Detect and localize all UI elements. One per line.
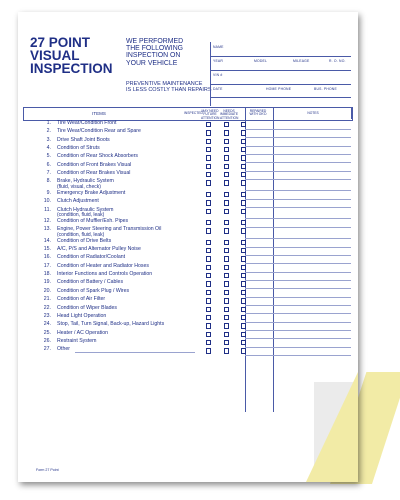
home-phone-field-label: HOME PHONE: [266, 87, 292, 91]
maintenance-slogan: [126, 81, 212, 93]
other-write-in-line[interactable]: [75, 352, 195, 353]
future-attention-checkbox[interactable]: [224, 315, 229, 320]
future-attention-checkbox[interactable]: [224, 130, 229, 135]
inspection-form-sheet: [18, 12, 358, 482]
item-label-text: Restraint System: [57, 337, 97, 344]
item-number: 23.: [43, 312, 51, 319]
immediate-attention-checkbox[interactable]: [241, 340, 246, 345]
item-label-text: Condition of Drive Belts: [57, 237, 112, 244]
future-attention-checkbox[interactable]: [224, 200, 229, 205]
immediate-attention-checkbox[interactable]: [241, 307, 246, 312]
item-label-text: Condition of Radiator/Coolant: [57, 254, 126, 261]
notes-column-header: NOTES: [307, 111, 319, 115]
item-sublabel: (condition, fluid, leak): [57, 231, 105, 238]
item-label: [57, 331, 189, 337]
performed-line: YOUR VEHICLE: [126, 59, 178, 67]
future-attention-checkbox[interactable]: [224, 307, 229, 312]
item-label-text: Condition of Muffler/Exh. Pipes: [57, 217, 129, 224]
item-label-text: Clutch Hydraulic System: [57, 206, 114, 213]
future-attention-checkbox[interactable]: [224, 164, 229, 169]
item-label: [57, 339, 189, 345]
inspected-checkbox[interactable]: [206, 155, 211, 160]
item-label: [57, 179, 189, 190]
future-attention-checkbox[interactable]: [224, 332, 229, 337]
inspected-checkbox[interactable]: [206, 281, 211, 286]
item-number: 1.: [46, 120, 51, 126]
future-attention-checkbox[interactable]: [224, 155, 229, 160]
inspected-checkbox[interactable]: [206, 220, 211, 225]
item-number: 5.: [46, 153, 51, 160]
inspected-checkbox[interactable]: [206, 290, 211, 295]
name-field-line[interactable]: [210, 56, 351, 57]
repaired-column-header: REPAIRED WITH OK'D: [249, 109, 267, 117]
item-label: [57, 247, 189, 253]
future-attention-checkbox[interactable]: [224, 256, 229, 261]
title-line: 27 POINT: [30, 35, 91, 50]
future-attention-checkbox[interactable]: [224, 147, 229, 152]
item-label: [57, 219, 189, 225]
item-number: 12.: [43, 217, 51, 224]
date-field-label: DATE: [213, 87, 223, 91]
item-label: [57, 171, 189, 177]
item-label-text: Condition of Rear Shock Absorbers: [57, 153, 139, 160]
item-number: 8.: [46, 178, 51, 185]
item-number: 6.: [46, 161, 51, 168]
item-number: 3.: [46, 136, 51, 143]
inspected-checkbox[interactable]: [206, 192, 211, 197]
item-label-text: Condition of Battery / Cables: [57, 279, 124, 286]
maintenance-line: PREVENTIVE MAINTENANCE: [126, 81, 203, 87]
inspected-column-header: INSPECTED: [184, 111, 203, 115]
immediate-attention-checkbox[interactable]: [241, 139, 246, 144]
item-number: 2.: [46, 128, 51, 135]
future-attention-checkbox[interactable]: [224, 348, 229, 353]
form-title: [30, 36, 125, 75]
immediate-attention-checkbox[interactable]: [241, 248, 246, 253]
item-label-text: Head Light Operation: [57, 312, 107, 319]
immediate-attention-checkbox[interactable]: [241, 298, 246, 303]
item-number: 20.: [43, 287, 51, 294]
item-label: [57, 297, 189, 303]
ro-number-field-label: R. O. NO.: [329, 59, 346, 63]
item-label: [57, 280, 189, 286]
inspected-checkbox[interactable]: [206, 130, 211, 135]
future-attention-checkbox[interactable]: [224, 248, 229, 253]
notes-line[interactable]: [245, 355, 351, 356]
item-label: [57, 272, 189, 278]
inspected-checkbox[interactable]: [206, 122, 211, 127]
item-label-text: Emergency Brake Adjustment: [57, 189, 126, 196]
title-line: VISUAL: [30, 48, 80, 63]
item-number: 27.: [43, 346, 51, 353]
immediate-attention-checkbox[interactable]: [241, 192, 246, 197]
inspected-checkbox[interactable]: [206, 307, 211, 312]
item-number: 24.: [43, 321, 51, 328]
item-number: 21.: [43, 296, 51, 303]
inspected-checkbox[interactable]: [206, 172, 211, 177]
future-attention-checkbox[interactable]: [224, 298, 229, 303]
performed-line: INSPECTION ON: [126, 52, 181, 60]
vin-field-label: VIN #: [213, 73, 223, 77]
future-attention-checkbox[interactable]: [224, 240, 229, 245]
vin-field-line[interactable]: [210, 84, 351, 85]
immediate-attention-column-header: NEEDS IMMEDIATE ATTENTION: [220, 109, 239, 120]
item-number: 13.: [43, 226, 51, 233]
inspected-checkbox[interactable]: [206, 200, 211, 205]
item-label-text: Brake, Hydraulic System: [57, 178, 114, 185]
immediate-attention-checkbox[interactable]: [241, 348, 246, 353]
inspected-checkbox[interactable]: [206, 256, 211, 261]
inspected-checkbox[interactable]: [206, 228, 211, 233]
item-number: 7.: [46, 170, 51, 177]
item-label-text: Condition of Front Brakes Visual: [57, 161, 132, 168]
item-label-text: Condition of Spark Plug / Wires: [57, 287, 130, 294]
immediate-attention-checkbox[interactable]: [241, 164, 246, 169]
future-attention-checkbox[interactable]: [224, 228, 229, 233]
item-number: 18.: [43, 271, 51, 278]
inspected-checkbox[interactable]: [206, 265, 211, 270]
form-number: Form 27 Point: [36, 468, 59, 472]
item-label: [57, 121, 189, 127]
mileage-field-label: MILEAGE: [293, 59, 310, 63]
immediate-attention-checkbox[interactable]: [241, 273, 246, 278]
item-label-text: Condition of Heater and Radiator Hoses: [57, 262, 149, 269]
inspected-checkbox[interactable]: [206, 323, 211, 328]
item-label-text: Other: [57, 346, 70, 353]
item-number: 16.: [43, 254, 51, 261]
future-attention-checkbox[interactable]: [224, 220, 229, 225]
future-attention-checkbox[interactable]: [224, 340, 229, 345]
item-number: 4.: [46, 145, 51, 152]
item-label-text: Drive Shaft Joint Boots: [57, 136, 110, 143]
future-attention-checkbox[interactable]: [224, 180, 229, 185]
item-number: 9.: [46, 189, 51, 196]
item-label: [57, 154, 189, 160]
item-label-text: Tire Wear/Condition Front: [57, 120, 117, 126]
immediate-attention-checkbox[interactable]: [241, 200, 246, 205]
immediate-attention-checkbox[interactable]: [241, 323, 246, 328]
immediate-attention-checkbox[interactable]: [241, 180, 246, 185]
inspected-checkbox[interactable]: [206, 209, 211, 214]
item-number: 19.: [43, 279, 51, 286]
performed-line: THE FOLLOWING: [126, 45, 184, 53]
immediate-attention-checkbox[interactable]: [241, 172, 246, 177]
item-label-text: Condition of Rear Brakes Visual: [57, 170, 131, 177]
inspected-checkbox[interactable]: [206, 139, 211, 144]
item-number: 11.: [44, 206, 51, 213]
item-number: 22.: [43, 304, 51, 311]
inspected-checkbox[interactable]: [206, 180, 211, 185]
future-attention-checkbox[interactable]: [224, 139, 229, 144]
inspected-checkbox[interactable]: [206, 273, 211, 278]
item-label: [57, 146, 189, 152]
inspected-checkbox[interactable]: [206, 147, 211, 152]
item-sublabel: (fluid, visual, check): [57, 184, 101, 191]
future-attention-checkbox[interactable]: [224, 265, 229, 270]
immediate-attention-checkbox[interactable]: [241, 220, 246, 225]
item-number: 15.: [43, 246, 51, 253]
future-attention-checkbox[interactable]: [224, 122, 229, 127]
inspected-checkbox[interactable]: [206, 240, 211, 245]
vehicle-field-line[interactable]: [210, 70, 351, 71]
contact-field-line[interactable]: [210, 97, 351, 98]
item-label: [57, 322, 189, 328]
inspected-checkbox[interactable]: [206, 332, 211, 337]
item-label: [57, 227, 189, 238]
inspection-item-row: [23, 339, 351, 347]
immediate-attention-checkbox[interactable]: [241, 265, 246, 270]
page-curl: [306, 372, 358, 482]
immediate-attention-checkbox[interactable]: [241, 147, 246, 152]
table-right-edge: [351, 107, 352, 119]
item-label: [57, 163, 189, 169]
inspection-item-row: [23, 227, 351, 238]
future-attention-checkbox[interactable]: [224, 290, 229, 295]
immediate-attention-checkbox[interactable]: [241, 209, 246, 214]
inspected-checkbox[interactable]: [206, 298, 211, 303]
item-number: 14.: [43, 237, 51, 244]
table-header: [23, 107, 353, 121]
bus-phone-field-label: BUS. PHONE: [314, 87, 337, 91]
item-label-text: Condition of Air Filter: [57, 296, 106, 303]
title-line: INSPECTION: [30, 61, 113, 76]
immediate-attention-checkbox[interactable]: [241, 155, 246, 160]
item-label: [57, 289, 189, 295]
future-attention-checkbox[interactable]: [224, 281, 229, 286]
performed-statement: [126, 38, 206, 67]
item-sublabel: (condition, fluid, leak): [57, 212, 105, 219]
item-number: 17.: [43, 262, 51, 269]
future-attention-checkbox[interactable]: [224, 192, 229, 197]
item-label-text: A/C, P/S and Alternator Pulley Noise: [57, 246, 141, 253]
immediate-attention-checkbox[interactable]: [241, 281, 246, 286]
item-label: [57, 129, 189, 135]
item-label: [57, 239, 189, 245]
inspected-checkbox[interactable]: [206, 248, 211, 253]
inspected-checkbox[interactable]: [206, 348, 211, 353]
item-label: [57, 264, 189, 270]
item-number: 26.: [43, 337, 51, 344]
immediate-attention-checkbox[interactable]: [241, 256, 246, 261]
year-field-label: YEAR: [213, 59, 224, 63]
immediate-attention-checkbox[interactable]: [241, 228, 246, 233]
future-attention-checkbox[interactable]: [224, 273, 229, 278]
immediate-attention-checkbox[interactable]: [241, 290, 246, 295]
item-label: [57, 306, 189, 312]
immediate-attention-checkbox[interactable]: [241, 315, 246, 320]
item-label-text: Tire Wear/Condition Rear and Spare: [57, 128, 141, 135]
future-attention-column-header: MAY NEED FUTURE ATTENTION: [201, 109, 220, 120]
item-label: [57, 199, 189, 205]
future-attention-checkbox[interactable]: [224, 323, 229, 328]
item-label: [57, 191, 189, 197]
inspected-checkbox[interactable]: [206, 340, 211, 345]
item-label: [57, 138, 189, 144]
items-column-header: ITEMS: [92, 111, 106, 116]
item-number: 10.: [43, 198, 51, 205]
item-label-text: Interior Functions and Controls Operation: [57, 271, 153, 278]
inspection-item-row: [23, 347, 351, 355]
item-label-text: Heater / AC Operation: [57, 329, 109, 336]
item-label: [57, 314, 189, 320]
item-label-text: Condition of Struts: [57, 145, 100, 152]
item-label-text: Stop, Tail, Turn Signal, Back-up, Hazard Lights: [57, 321, 165, 328]
immediate-attention-checkbox[interactable]: [241, 240, 246, 245]
future-attention-checkbox[interactable]: [224, 209, 229, 214]
immediate-attention-checkbox[interactable]: [241, 332, 246, 337]
item-label-text: Condition of Wiper Blades: [57, 304, 117, 311]
immediate-attention-checkbox[interactable]: [241, 130, 246, 135]
inspected-checkbox[interactable]: [206, 315, 211, 320]
maintenance-line: IS LESS COSTLY THAN REPAIRS: [126, 87, 212, 93]
immediate-attention-checkbox[interactable]: [241, 122, 246, 127]
item-number: 25.: [43, 329, 51, 336]
name-field-label: NAME: [213, 45, 224, 49]
model-field-label: MODEL: [254, 59, 268, 63]
inspected-checkbox[interactable]: [206, 164, 211, 169]
performed-line: WE PERFORMED: [126, 38, 184, 45]
item-label: [57, 255, 189, 261]
future-attention-checkbox[interactable]: [224, 172, 229, 177]
item-label-text: Engine, Power Steering and Transmission Oil: [57, 226, 162, 233]
item-label-text: Clutch Adjustment: [57, 198, 99, 205]
